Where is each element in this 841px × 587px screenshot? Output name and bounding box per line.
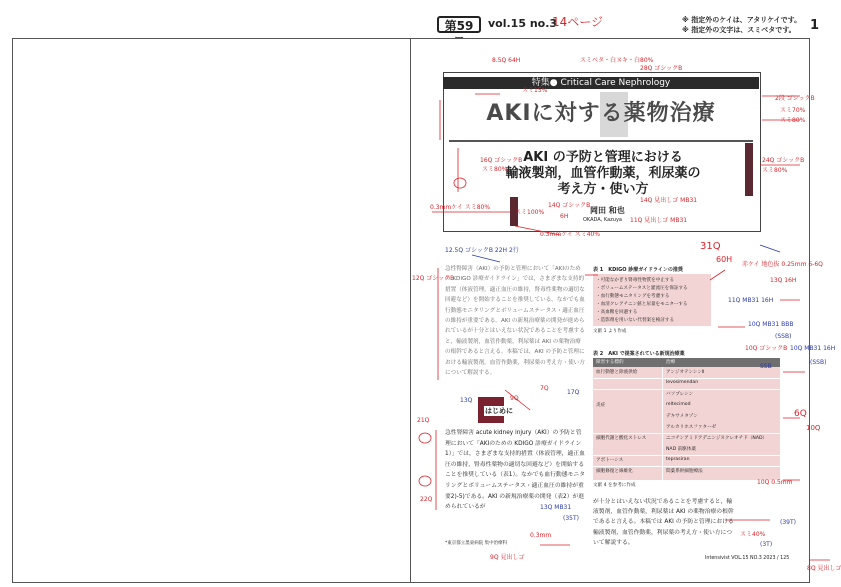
annotation: スミ80%	[780, 117, 806, 124]
feature-banner: 特集● Critical Care Nephrology	[443, 77, 759, 89]
annotation: (35T)	[563, 515, 579, 522]
table1-item: ・造影剤を用いない代替案を検討する	[596, 318, 675, 323]
annotation: スミ40%	[740, 531, 766, 538]
table2-title: 表 2 AKI で提案されている新規治療薬	[593, 351, 685, 357]
subtitle-line2: 輸液製剤，血管作動薬，利尿薬の	[505, 166, 701, 181]
annotation: スミ80%	[482, 166, 508, 173]
table2-drug: teprasiran	[666, 457, 690, 462]
table2-drug: アンジオテンシンⅡ	[666, 370, 705, 375]
table1-item: ・ボリュームステータスと灌流圧を保証する	[596, 286, 688, 291]
table1-title: 表 1 KDIGO 診療ガイドラインの推奨	[593, 267, 683, 273]
annotation: 2段 ゴシックB	[775, 95, 815, 102]
table1-item: ・血行動態モニタリングを考慮する	[596, 294, 670, 299]
annotation: (SSB)	[810, 359, 827, 366]
section-heading: はじめに	[485, 407, 513, 415]
annotation: 28Q ゴシックB	[640, 65, 683, 72]
annotation: 10Q MB31 BBB	[748, 321, 794, 328]
table2-target: 血行動態と除液供給	[596, 370, 638, 375]
table2-drug: デキサメタゾン	[666, 414, 698, 419]
annotation: 10Q ゴシックB	[745, 345, 788, 352]
annotation: 8Q 見出しゴ	[807, 565, 841, 572]
annotation: 24Q ゴシックB	[762, 157, 805, 164]
volume-label: vol.15 no.3	[488, 17, 558, 30]
table2-target: アポトーシス	[596, 458, 624, 463]
annotation: 11Q MB31 16H	[728, 297, 774, 304]
issue-badge: 第59	[437, 16, 481, 33]
annotation: 9Q 見出しゴ	[490, 554, 525, 561]
subtitle-line1: AKI の予防と管理における	[523, 150, 683, 165]
annotation: (39T)	[780, 519, 796, 526]
annotation: 0.3mmケイ スミ40%	[540, 231, 601, 238]
annotation: 13Q 16H	[770, 277, 797, 284]
annotation: 14Q 見出しゴ MB31	[640, 197, 698, 204]
annotation: (3T)	[760, 541, 773, 548]
page-number: 1	[810, 18, 820, 33]
annotation: 16Q ゴシックB	[480, 157, 523, 164]
table2-source: 文献 4 を参考に作成	[593, 483, 636, 488]
article-title: AKIに対する薬物治療	[486, 101, 716, 126]
annotation: 6Q	[794, 409, 807, 419]
table1-item: ・血清クレアチニン値と尿量をモニターする	[596, 302, 688, 307]
annotation: スミベタ・白ヌキ・白80%	[580, 57, 654, 64]
annotation: 0.3mm	[530, 532, 552, 539]
author-roman: OKADA, Kazuya	[583, 217, 622, 223]
table2-drug: アルカリホスファターゼ	[666, 425, 717, 430]
notice-line2: ※ 指定外の文字は、スミベタです。	[682, 26, 796, 34]
table1-item: ・高血糖を回避する	[596, 310, 638, 315]
abstract-text: 急性腎障害（AKI）の予防と管理において「AKIのための KDIGO 診療ガイドライン」では，さまざまな支持的措置（体液管理，適正血圧の維持，腎毒性薬物の適切な回避など）を開始することを推奨している。なかでも血行動態モニタリングとボリュームステータス・適正血圧の維持が重要である。AKI の新規治療薬の開発が進められているが十分とはいえない状況であることを考慮すると，輸液製剤，血管作動薬，利尿薬は AKI の薬物治療の根幹であると言える。本稿では，AKI の予防と管理における輸液製剤，血管作動薬，利尿薬の考え方・使い方について解説する。	[445, 266, 585, 377]
annotation: スミ70%	[780, 107, 806, 114]
table2-drug: levosimendan	[666, 380, 699, 385]
annotation: 7Q	[540, 385, 549, 392]
table1-source: 文献 1 より作成	[593, 329, 627, 334]
table2-drug: バソプレシン	[666, 392, 694, 397]
annotation: 11Q 見出しゴ MB31	[630, 217, 688, 224]
annotation: 10Q	[806, 424, 821, 432]
annotation: 13Q MB31	[540, 504, 572, 511]
annotation: 10Q 0.5mm	[757, 479, 793, 486]
annotation: 12.5Q ゴシックB 22H 2行	[445, 247, 519, 254]
table2-target: 細胞代謝と酸化ストレス	[596, 436, 647, 441]
annotation: 9Q	[510, 395, 519, 402]
annotation: 14Q ゴシックB	[548, 202, 591, 209]
table2-drug: NAD 前駆体薬	[666, 447, 696, 452]
annotation: 0.3mmケイ スミ80%	[430, 204, 491, 211]
annotation: 6H	[560, 213, 569, 220]
annotation: 10Q MB31 16H	[790, 345, 836, 352]
table2-target: 細胞修復と線維化	[596, 469, 633, 474]
annotation: 21Q	[417, 417, 430, 424]
annotation: 8.5Q 64H	[492, 57, 521, 64]
table2-col1-header: 障害する標的	[596, 360, 624, 365]
annotation: 12Q ゴシックB	[412, 275, 455, 282]
affiliation: *東京都立墨東病院 集中治療科	[445, 541, 508, 546]
table2-drug: 間葉系幹細胞療法	[666, 469, 703, 474]
annotation: (SSB)	[775, 333, 792, 340]
table2-drug: ニコチンアミドアデニンジヌクレオチド（NAD）	[666, 436, 768, 441]
body-text: 急性腎障害 acute kidney injury（AKI）の予防と管理において「AKIのための KDIGO 診療ガイドライン1）」では，さまざまな支持的措置（体液管理，適正血圧の維持，腎毒性薬物の適切な回避など）を開始することを推奨している（表1）。なかでも血行動態モニタリングとボリュームステータス・適正血圧の維持が重要2)-5)である。AKI の新規治療薬の開発（表2）が進められているが	[445, 430, 585, 511]
page-footer: Intensivist VOL.15 NO.3 2023 / 125	[705, 556, 790, 561]
page-note: 14ページ	[552, 15, 604, 29]
annotation: 60H	[716, 255, 733, 264]
annotation: スミ100%	[515, 209, 545, 216]
body-text-right: が十分とはいえない状況であることを考慮すると，輸液製剤，血管作動薬，利尿薬は AKI の薬物治療の根幹であると言える。本稿では AKI の予防と管理における輸液製剤，血管作動薬，利尿薬の考え方・使い方について解説する。	[593, 499, 734, 546]
notice-line1: ※ 指定外のケイは、アタリケイです。	[682, 16, 802, 24]
annotation: SSB	[760, 363, 772, 370]
annotation: 17Q	[567, 389, 580, 396]
author-name: 岡田 和也	[590, 206, 625, 215]
annotation: スミ80%	[762, 167, 788, 174]
annotation: 赤ケイ 地色抜 0.25mm 6-6Q	[742, 261, 823, 268]
table2-target: 炎症	[596, 403, 606, 408]
table1-item: ・可能なかぎり腎毒性物質を中止する	[596, 278, 675, 283]
subtitle-line3: 考え方・使い方	[557, 182, 649, 197]
annotation: 22Q	[420, 496, 433, 503]
annotation: スミ15%	[522, 87, 548, 94]
annotation: 31Q	[700, 241, 721, 252]
annotation: 13Q	[460, 397, 473, 404]
table2-col2-header: 治療	[666, 360, 676, 365]
table2-drug: reltecimod	[666, 402, 691, 407]
